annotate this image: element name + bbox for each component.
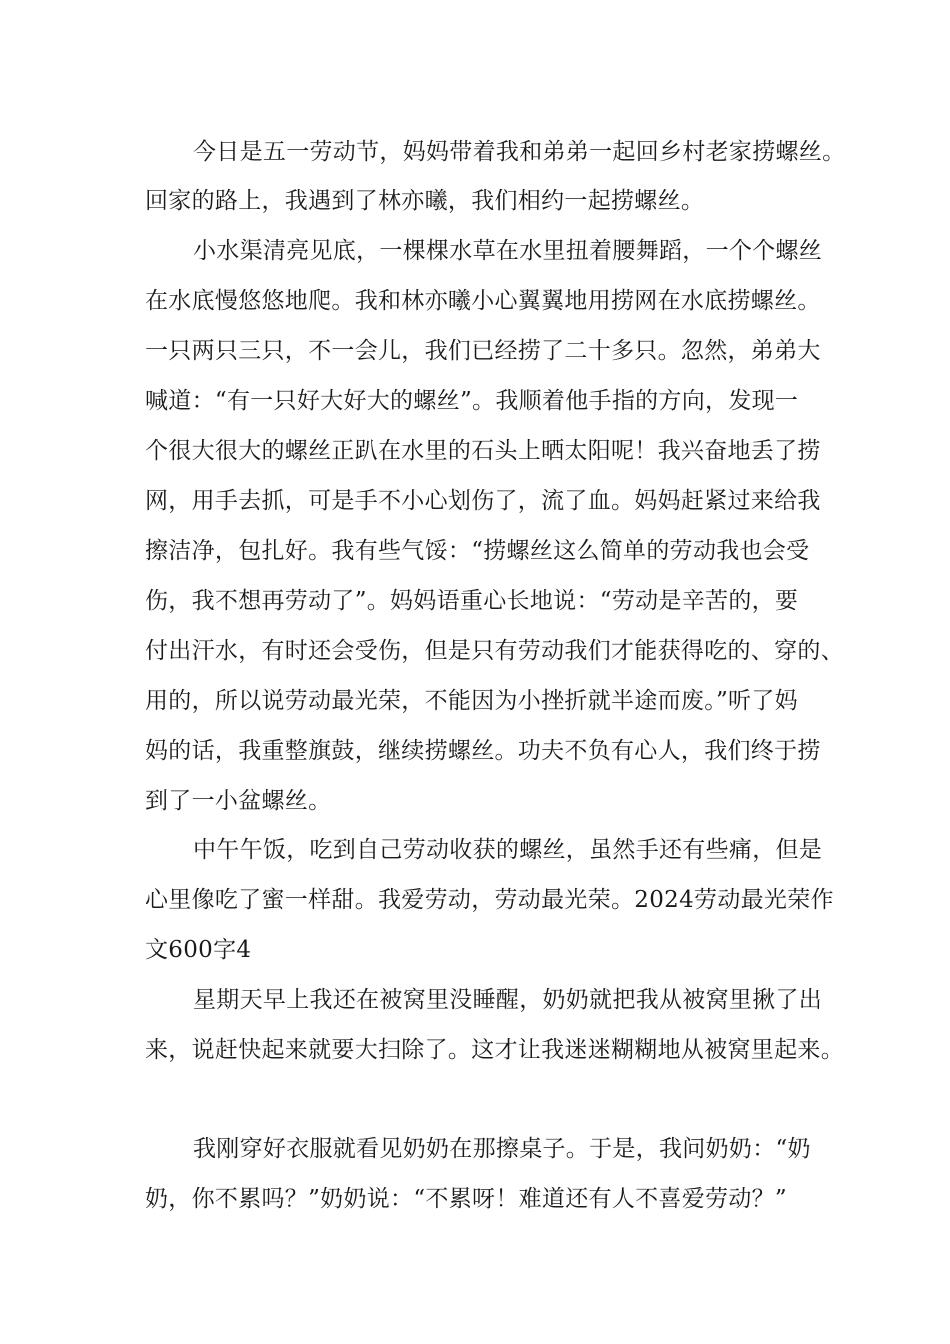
text-line: 文600字4 (145, 937, 252, 963)
text-line: 到了一小盆螺丝。 (145, 788, 332, 814)
text-line: 在水底慢悠悠地爬。我和林亦曦小心翼翼地用捞网在水底捞螺丝。 (145, 288, 821, 314)
text-line: 来，说赶快起来就要大扫除了。这才让我迷迷糊糊地从被窝里起来。 (145, 1037, 844, 1063)
text-line: 小水渠清亮见底，一棵棵水草在水里扭着腰舞蹈，一个个螺丝 (193, 238, 823, 264)
text-line: 奶，你不累吗？”奶奶说：“不累呀！难道还有人不喜爱劳动？” (145, 1186, 787, 1212)
text-line: 星期天早上我还在被窝里没睡醒，奶奶就把我从被窝里揪了出 (193, 987, 823, 1013)
text-line: 付出汗水，有时还会受伤，但是只有劳动我们才能获得吃的、穿的、 (145, 638, 844, 664)
text-line: 用的，所以说劳动最光荣，不能因为小挫折就半途而废。”听了妈 (145, 688, 798, 714)
text-line: 伤，我不想再劳动了”。妈妈语重心长地说：“劳动是辛苦的，要 (145, 588, 799, 614)
text-line: 今日是五一劳动节，妈妈带着我和弟弟一起回乡村老家捞螺丝。 (193, 139, 846, 165)
text-line: 喊道：“有一只好大好大的螺丝”。我顺着他手指的方向，发现一 (145, 388, 799, 414)
text-line: 心里像吃了蜜一样甜。我爱劳动，劳动最光荣。2024劳动最光荣作 (145, 887, 834, 913)
text-line: 擦洁净，包扎好。我有些气馁：“捞螺丝这么简单的劳动我也会受 (145, 538, 810, 564)
text-line: 中午午饭，吃到自己劳动收获的螺丝，虽然手还有些痛，但是 (193, 837, 823, 863)
text-line: 个很大很大的螺丝正趴在水里的石头上晒太阳呢！我兴奋地丢了捞 (145, 438, 821, 464)
text-line: 我刚穿好衣服就看见奶奶在那擦桌子。于是，我问奶奶：“奶 (193, 1136, 811, 1162)
text-line: 网，用手去抓，可是手不小心划伤了，流了血。妈妈赶紧过来给我 (145, 488, 821, 514)
text-line: 回家的路上，我遇到了林亦曦，我们相约一起捞螺丝。 (145, 188, 705, 214)
text-line: 妈的话，我重整旗鼓，继续捞螺丝。功夫不负有心人，我们终于捞 (145, 738, 821, 764)
text-line: 一只两只三只，不一会儿，我们已经捞了二十多只。忽然，弟弟大 (145, 338, 821, 364)
